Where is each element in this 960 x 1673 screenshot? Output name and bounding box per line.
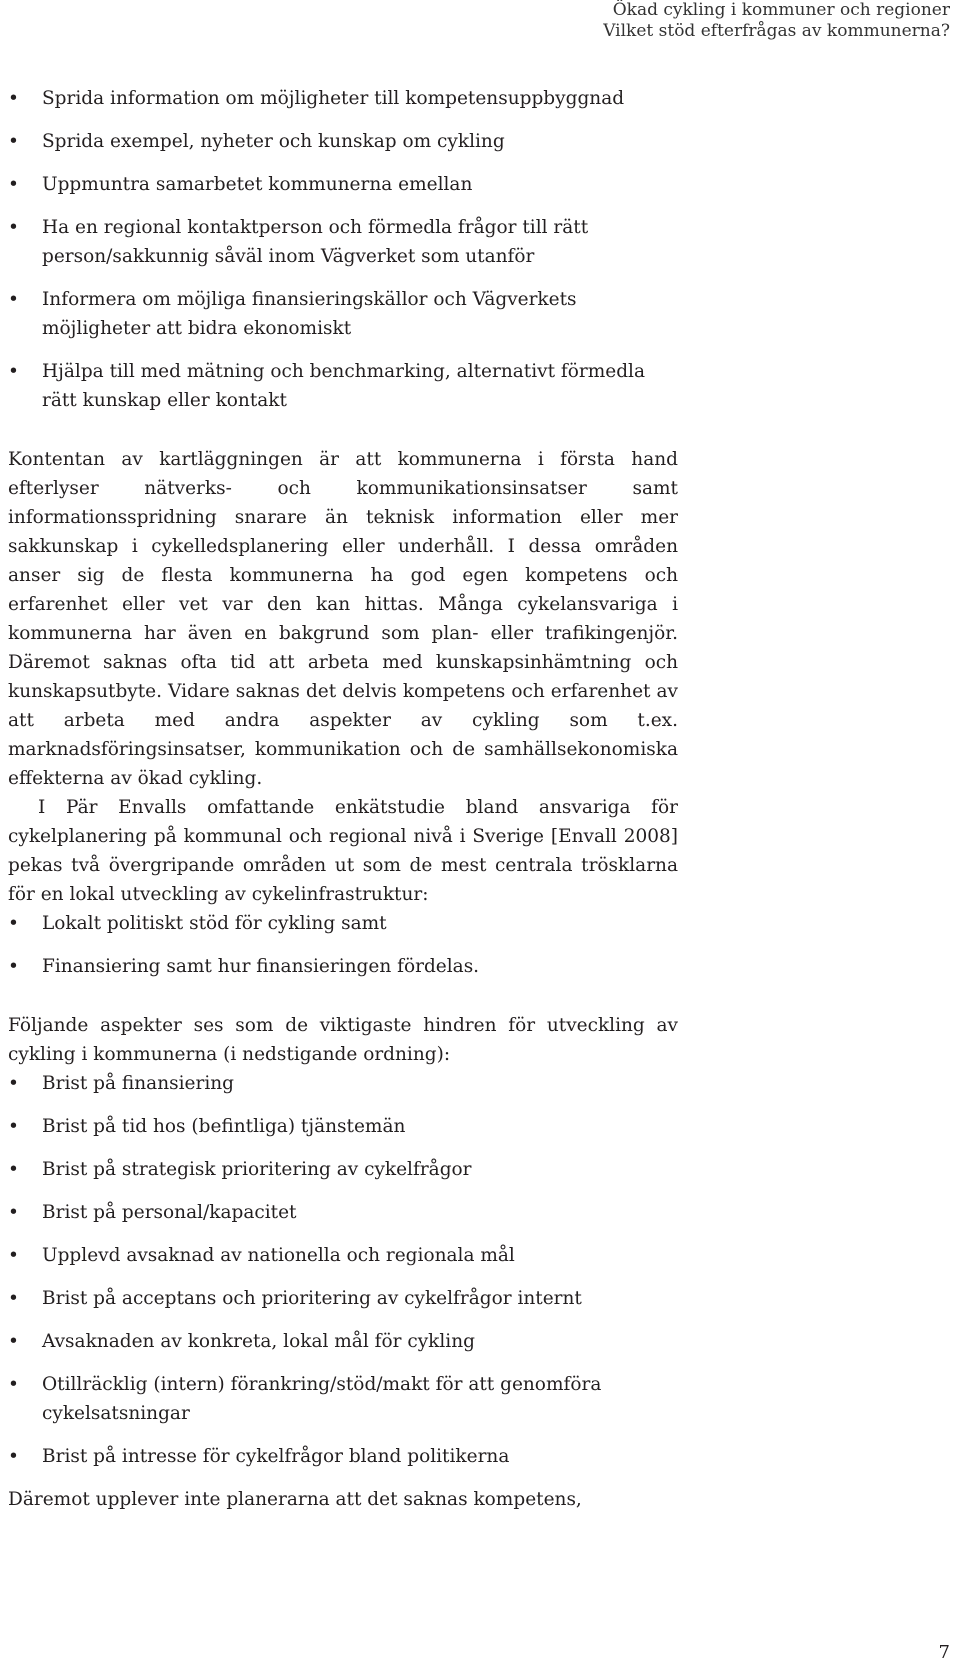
bullet-icon: •	[8, 1446, 19, 1467]
list-item	[8, 909, 678, 938]
list-item-text: Brist på tid hos (befintliga) tjänstemän	[42, 1116, 406, 1137]
list-item-text: Finansiering samt hur finansieringen fördelas.	[42, 956, 480, 977]
body-paragraph-1: Kontentan av kartläggningen är att kommunerna i första hand efterlyser nätverks- och kommunikationsinsatser samt informationsspridning snarare än teknisk information eller mer sakkunskap i cykelledsplanering eller underhåll. I dessa områden anser sig de flesta kommunerna ha god egen kompetens och erfarenhet eller vet var den kan hittas. Många cykelansvariga i kommunerna har även en bakgrund som plan- eller trafikingenjör. Däremot saknas ofta tid att arbeta med kunskapsinhämtning och kunskapsutbyte. Vidare saknas det delvis kompetens och erfarenhet av att arbeta med andra aspekter av cykling som t.ex. marknadsföringsinsatser, kommunikation och de samhällsekonomiska effekterna av ökad cykling.	[8, 449, 678, 789]
support-needs-list	[8, 84, 678, 415]
header-title: Ökad cykling i kommuner och regioner	[612, 0, 950, 20]
bullet-icon: •	[8, 289, 19, 310]
obstacles-list	[8, 1069, 678, 1471]
list-item	[8, 1327, 678, 1356]
bullet-icon: •	[8, 913, 19, 934]
list-item	[8, 1112, 678, 1141]
bullet-icon: •	[8, 956, 19, 977]
list-item-text: Ha en regional kontaktperson och förmedla frågor till rätt person/sakkunnig såväl inom Vägverket som utanför	[42, 217, 589, 267]
list-item-text: Brist på personal/kapacitet	[42, 1202, 297, 1223]
list-item-text: Sprida information om möjligheter till kompetensuppbyggnad	[42, 88, 625, 109]
body-paragraph-3: Följande aspekter ses som de viktigaste hindren för utveckling av cykling i kommunerna (i nedstigande ordning):	[8, 1015, 678, 1065]
list-item	[8, 213, 678, 271]
list-item	[8, 1241, 678, 1270]
list-item	[8, 1442, 678, 1471]
list-item-text: Informera om möjliga finansieringskällor och Vägverkets möjligheter att bidra ekonomiskt	[42, 289, 577, 339]
body-paragraph-4: Däremot upplever inte planerarna att det saknas kompetens,	[8, 1489, 582, 1510]
list-item	[8, 84, 678, 113]
list-item-text: Otillräcklig (intern) förankring/stöd/makt för att genomföra cykelsatsningar	[42, 1374, 602, 1424]
list-item-text: Upplevd avsaknad av nationella och regionala mål	[42, 1245, 515, 1266]
list-item-text: Hjälpa till med mätning och benchmarking, alternativt förmedla rätt kunskap eller kontakt	[42, 361, 646, 411]
list-item-text: Brist på intresse för cykelfrågor bland politikerna	[42, 1446, 510, 1467]
list-item	[8, 127, 678, 156]
list-item-text: Uppmuntra samarbetet kommunerna emellan	[42, 174, 473, 195]
list-item	[8, 1155, 678, 1184]
bullet-icon: •	[8, 1374, 19, 1395]
bullet-icon: •	[8, 1116, 19, 1137]
bullet-icon: •	[8, 1202, 19, 1223]
list-item-text: Brist på strategisk prioritering av cykelfrågor	[42, 1159, 472, 1180]
list-item	[8, 357, 678, 415]
list-item	[8, 1069, 678, 1098]
bullet-icon: •	[8, 174, 19, 195]
list-item	[8, 170, 678, 199]
bullet-icon: •	[8, 1331, 19, 1352]
header-subtitle: Vilket stöd efterfrågas av kommunerna?	[603, 21, 950, 41]
bullet-icon: •	[8, 1288, 19, 1309]
bullet-icon: •	[8, 88, 19, 109]
bullet-icon: •	[8, 361, 19, 382]
list-item	[8, 952, 678, 981]
running-header	[330, 0, 950, 42]
body-paragraph-2: I Pär Envalls omfattande enkätstudie bland ansvariga för cykelplanering på kommunal och regional nivå i Sverige [Envall 2008] pekas två övergripande områden ut som de mest centrala trösklarna för en lokal utveckling av cykelinfrastruktur:	[8, 797, 678, 905]
list-item	[8, 1370, 678, 1428]
page-number: 7	[938, 1642, 950, 1663]
bullet-icon: •	[8, 217, 19, 238]
list-item	[8, 1198, 678, 1227]
list-item-text: Brist på finansiering	[42, 1073, 234, 1094]
page-body	[8, 84, 678, 1514]
list-item	[8, 285, 678, 343]
list-item-text: Avsaknaden av konkreta, lokal mål för cykling	[42, 1331, 475, 1352]
list-item-text: Sprida exempel, nyheter och kunskap om cykling	[42, 131, 505, 152]
bullet-icon: •	[8, 1073, 19, 1094]
bullet-icon: •	[8, 131, 19, 152]
list-item-text: Lokalt politiskt stöd för cykling samt	[42, 913, 387, 934]
list-item-text: Brist på acceptans och prioritering av cykelfrågor internt	[42, 1288, 582, 1309]
bullet-icon: •	[8, 1245, 19, 1266]
list-item	[8, 1284, 678, 1313]
thresholds-list	[8, 909, 678, 981]
bullet-icon: •	[8, 1159, 19, 1180]
